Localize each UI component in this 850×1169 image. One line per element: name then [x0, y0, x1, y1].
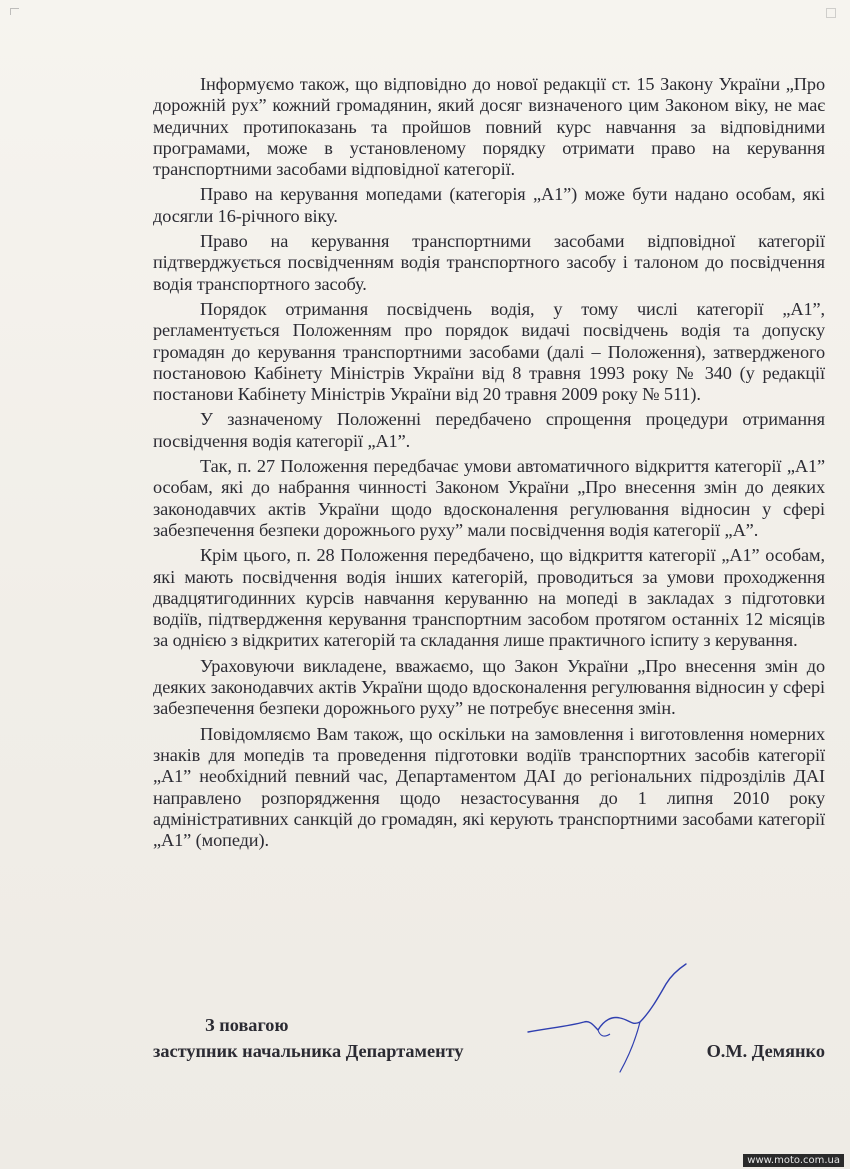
letter-body	[153, 74, 825, 855]
paragraph: У зазначеному Положенні передбачено спрощення процедури отримання посвідчення водія категорії „А1”.	[153, 409, 825, 451]
paragraph: Крім цього, п. 28 Положення передбачено, що відкриття категорії „А1” особам, які мають посвідчення водія інших категорій, проводиться за умови проходження двадцятигодинних курсів навчання керуванню на мопеді в закладах з підготовки водіїв, підтвердження керування транспортним засобом протягом останніх 12 місяців за однією з відкритих категорій та складання лише практичного іспиту з керування.	[153, 545, 825, 651]
scan-mark	[10, 8, 19, 15]
paragraph: Право на керування транспортними засобами відповідної категорії підтверджується посвідченням водія транспортного засобу і талоном до посвідчення водія транспортного засобу.	[153, 231, 825, 294]
paragraph: Ураховуючи викладене, вважаємо, що Закон України „Про внесення змін до деяких законодавчих актів України щодо вдосконалення регулювання відносин у сфері забезпечення безпеки дорожнього руху” не потребує внесення змін.	[153, 655, 825, 719]
paragraph: Інформуємо також, що відповідно до нової редакції ст. 15 Закону України „Про дорожній рух” кожний громадянин, який досяг визначеного цим Законом віку, не має медичних протипоказань та пройшов повний курс навчання за відповідними програмами, може в установленому порядку отримати право на керування транспортними засобами відповідної категорії.	[153, 74, 825, 180]
paragraph: Порядок отримання посвідчень водія, у тому числі категорії „А1”, регламентується Положенням про порядок видачі посвідчень водія та допуску громадян до керування транспортними засобами (далі – Положення), затвердженого постановою Кабінету Міністрів України від 8 травня 1993 року № 340 (у редакції постанови Кабінету Міністрів України від 20 травня 2009 року № 511).	[153, 298, 825, 405]
paragraph: Право на керування мопедами (категорія „А1”) може бути надано особам, які досягли 16-річного віку.	[153, 184, 825, 226]
handwritten-signature	[520, 960, 710, 1080]
signer-name: О.М. Демянко	[706, 1041, 825, 1061]
signature-block	[153, 1012, 825, 1092]
paragraph: Так, п. 27 Положення передбачає умови автоматичного відкриття категорії „А1” особам, які до набрання чинності Законом України „Про внесення змін до деяких законодавчих актів України щодо вдосконалення регулювання відносин у сфері забезпечення безпеки дорожнього руху” мали посвідчення водія категорії „А”.	[153, 456, 825, 540]
paragraph: Повідомляємо Вам також, що оскільки на замовлення і виготовлення номерних знаків для мопедів та проведення підготовки водіїв транспортних засобів категорії „А1” необхідний певний час, Департаментом ДАІ до регіональних підрозділів ДАІ направлено розпорядження щодо незастосування до 1 липня 2010 року адміністративних санкцій до громадян, які керують транспортними засобами категорії „А1” (мопеди).	[153, 723, 825, 851]
watermark-url: www.moto.com.ua	[743, 1154, 844, 1167]
signer-title: заступник начальника Департаменту	[153, 1041, 464, 1061]
scan-mark	[826, 8, 836, 18]
closing-phrase: З повагою	[205, 1015, 289, 1035]
